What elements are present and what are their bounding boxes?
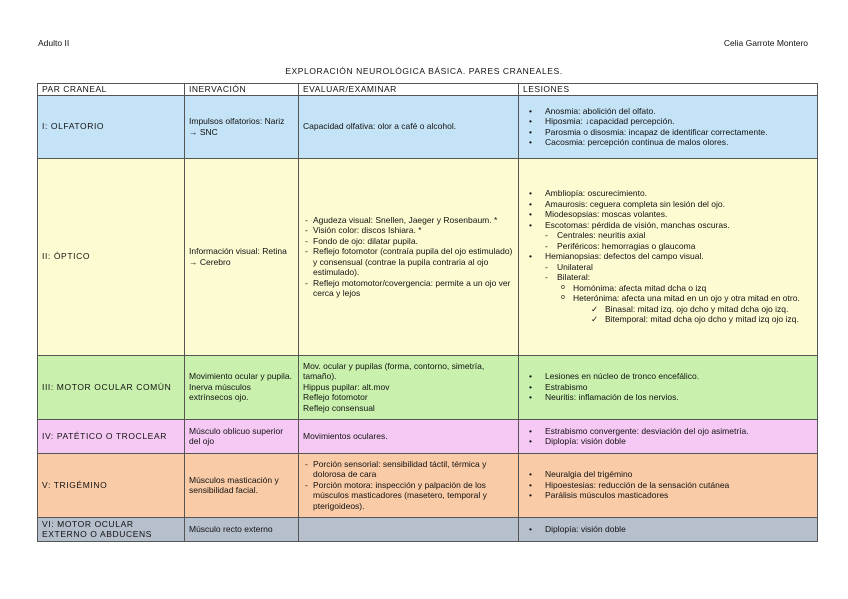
column-header: LESIONES xyxy=(519,84,818,96)
list-item: - Centrales: neuritis axial xyxy=(523,230,813,241)
list-item: • Hiposmia: ↓capacidad percepción. xyxy=(523,116,813,127)
list-item: • Hemianopsias: defectos del campo visual. xyxy=(523,251,813,262)
lesions-cell xyxy=(519,419,818,453)
nerve-name: V: TRIGÉMINO xyxy=(38,453,185,517)
lesions-cell xyxy=(519,95,818,158)
list-item: • Hipoestesias: reducción de la sensación cutánea xyxy=(523,480,813,491)
document-title: EXPLORACIÓN NEUROLÓGICA BÁSICA. PARES CRANEALES. xyxy=(285,66,563,76)
evaluation-cell: Movimientos oculares. xyxy=(299,419,519,453)
list-item: • Amaurosis: ceguera completa sin lesión del ojo. xyxy=(523,199,813,210)
list-item: • Neuritis: inflamación de los nervios. xyxy=(523,392,813,403)
list-item: - Porción sensorial: sensibilidad táctil, térmica y dolorosa de cara xyxy=(303,459,514,480)
list-item: - Fondo de ojo: dilatar pupila. xyxy=(303,236,514,247)
evaluation-line: Hippus pupilar: alt.mov xyxy=(303,381,390,392)
list-item: o Homónima: afecta mitad dcha o izq xyxy=(523,283,813,294)
evaluation-line: Reflejo fotomotor xyxy=(303,392,368,403)
nerve-name: III: MOTOR OCULAR COMÚN xyxy=(38,355,185,419)
list-item: - Periféricos: hemorragias o glaucoma xyxy=(523,241,813,252)
list-item: - Unilateral xyxy=(523,262,813,273)
row-trigemino xyxy=(38,453,818,517)
cranial-nerves-table xyxy=(37,83,818,542)
course-label: Adulto II xyxy=(38,38,70,48)
column-header: PAR CRANEAL xyxy=(38,84,185,96)
list-item: - Visión color: discos Ishiara. * xyxy=(303,225,514,236)
list-item: • Diplopía: visión doble xyxy=(523,524,813,535)
list-item: • Estrabismo xyxy=(523,382,813,393)
list-item: • Neuralgia del trigémino xyxy=(523,469,813,480)
list-item: • Anosmia: abolición del olfato. xyxy=(523,106,813,117)
evaluation-line: Reflejo consensual xyxy=(303,402,375,413)
list-item: • Estrabismo convergente: desviación del ojo asimetría. xyxy=(523,426,813,437)
innervation-cell: Movimiento ocular y pupila. Inerva músculos extrínsecos ojo. xyxy=(185,355,299,419)
author-name: Celia Garrote Montero xyxy=(723,38,808,48)
list-item: - Reflejo fotomotor (contraía pupila del ojo estimulado) y consensual (contrae la pupila contraria al ojo estimulado). xyxy=(303,246,514,278)
row-abducens xyxy=(38,517,818,541)
nerve-name: IV: PATÉTICO O TROCLEAR xyxy=(38,419,185,453)
row-optico xyxy=(38,158,818,355)
evaluation-line: Mov. ocular y pupilas (forma, contorno, simetría, tamaño). xyxy=(303,360,485,382)
list-item: • Miodesopsias: moscas volantes. xyxy=(523,209,813,220)
list-item: • Escotomas: pérdida de visión, manchas oscuras. xyxy=(523,220,813,231)
list-item: - Agudeza visual: Snellen, Jaeger y Rosenbaum. * xyxy=(303,215,514,226)
row-patetico xyxy=(38,419,818,453)
list-item: - Porción motora: inspección y palpación de los músculos masticadores (masetero, temporal y pterigoideos). xyxy=(303,480,514,512)
list-item: - Reflejo motomotor/covergencia: permite a un ojo ver cerca y lejos xyxy=(303,278,514,299)
row-motor-ocular-comun xyxy=(38,355,818,419)
nerve-name: VI: MOTOR OCULAR EXTERNO O ABDUCENS xyxy=(38,517,185,541)
evaluation-cell xyxy=(299,453,519,517)
nerve-name: II: ÓPTICO xyxy=(38,158,185,355)
list-item: • Lesiones en núcleo de tronco encefálico. xyxy=(523,371,813,382)
row-olfatorio xyxy=(38,95,818,158)
lesions-cell xyxy=(519,355,818,419)
innervation-cell: Músculo recto externo xyxy=(185,517,299,541)
list-item: ✓ Bitemporal: mitad dcha ojo dcho y mitad izq ojo izq. xyxy=(523,314,813,325)
column-header: INERVACIÓN xyxy=(185,84,299,96)
list-item: • Diplopía: visión doble xyxy=(523,436,813,447)
list-item: • Cacosmia: percepción continua de malos olores. xyxy=(523,137,813,148)
evaluation-cell xyxy=(299,355,519,419)
lesions-cell xyxy=(519,158,818,355)
column-header: EVALUAR/EXAMINAR xyxy=(299,84,519,96)
list-item: - Bilateral: xyxy=(523,272,813,283)
innervation-cell: Impulsos olfatorios: Nariz → SNC xyxy=(185,95,299,158)
evaluation-cell xyxy=(299,517,519,541)
innervation-cell: Músculos masticación y sensibilidad facial. xyxy=(185,453,299,517)
lesions-cell xyxy=(519,517,818,541)
list-item: • Ambliopía: oscurecimiento. xyxy=(523,188,813,199)
evaluation-cell: Capacidad olfativa: olor a café o alcohol. xyxy=(299,95,519,158)
list-item: o Heterónima: afecta una mitad en un ojo y otra mitad en otro. xyxy=(523,293,813,304)
list-item: • Parosmia o disosmia: incapaz de identificar correctamente. xyxy=(523,127,813,138)
innervation-cell: Músculo oblicuo superior del ojo xyxy=(185,419,299,453)
nerve-name: I: OLFATORIO xyxy=(38,95,185,158)
list-item: • Parálisis músculos masticadores xyxy=(523,490,813,501)
lesions-cell xyxy=(519,453,818,517)
evaluation-cell xyxy=(299,158,519,355)
list-item: ✓ Binasal: mitad izq. ojo dcho y mitad dcha ojo izq. xyxy=(523,304,813,315)
innervation-cell: Información visual: Retina → Cerebro xyxy=(185,158,299,355)
table-header-row xyxy=(38,84,818,96)
